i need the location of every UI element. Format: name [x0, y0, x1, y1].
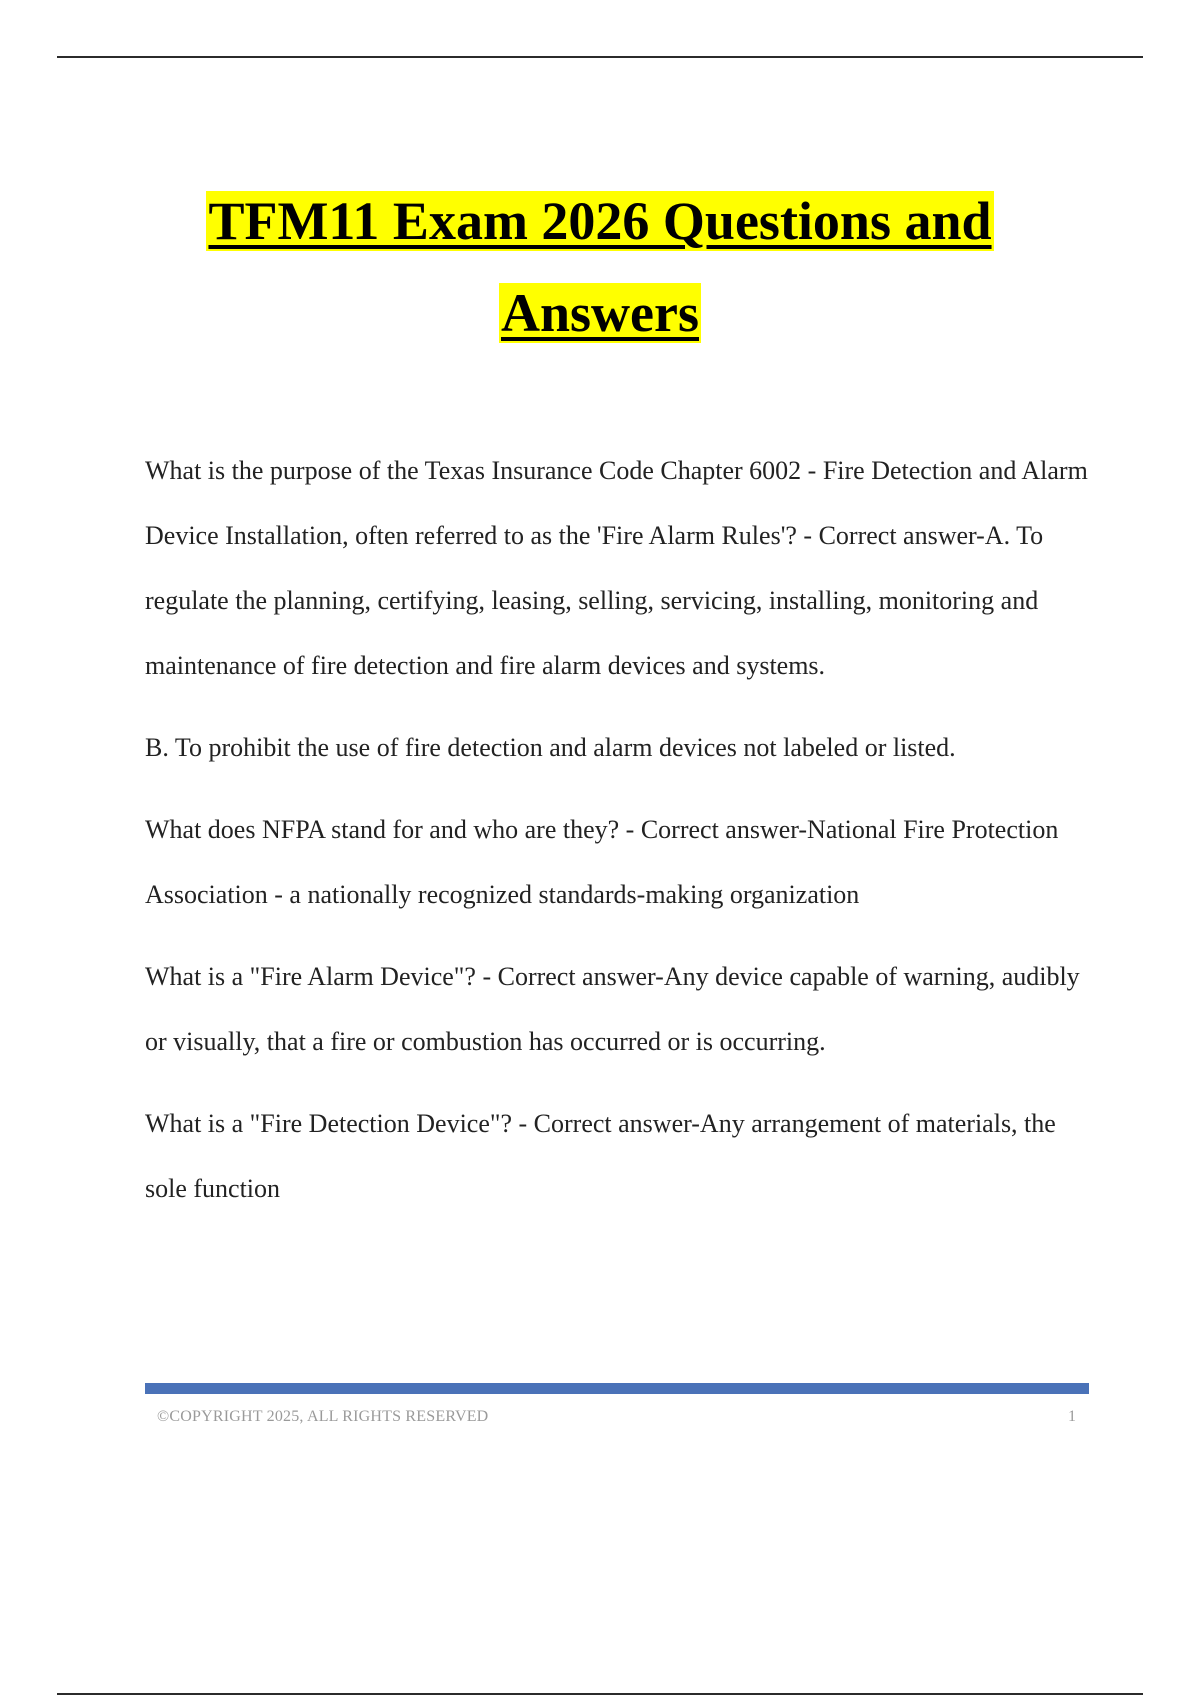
document-body	[145, 438, 1095, 1238]
bottom-rule	[57, 1693, 1143, 1695]
footer-copyright: ©COPYRIGHT 2025, ALL RIGHTS RESERVED	[157, 1408, 489, 1425]
top-rule	[57, 56, 1143, 58]
title-line-2: Answers	[501, 283, 699, 343]
document-title	[0, 175, 1200, 359]
paragraph-5: What is a "Fire Detection Device"? - Correct answer-Any arrangement of materials, the sole function	[145, 1109, 1056, 1203]
footer-page-number: 1	[1068, 1408, 1076, 1425]
paragraph-3: What does NFPA stand for and who are they? - Correct answer-National Fire Protection Association - a nationally recognized standards-making organization	[145, 815, 1059, 909]
footer-bar	[145, 1383, 1089, 1394]
paragraph-1: What is the purpose of the Texas Insurance Code Chapter 6002 - Fire Detection and Alarm Device Installation, often referred to as the 'Fire Alarm Rules'? - Correct answer-A. To regulate the planning, certifying, leasing, selling, servicing, installing, monitoring and maintenance of fire detection and fire alarm devices and systems.	[145, 456, 1088, 680]
paragraph-4: What is a "Fire Alarm Device"? - Correct answer-Any device capable of warning, audibly or visually, that a fire or combustion has occurred or is occurring.	[145, 962, 1080, 1056]
title-line-1: TFM11 Exam 2026 Questions and	[208, 191, 992, 251]
paragraph-2: B. To prohibit the use of fire detection and alarm devices not labeled or listed.	[145, 733, 956, 762]
